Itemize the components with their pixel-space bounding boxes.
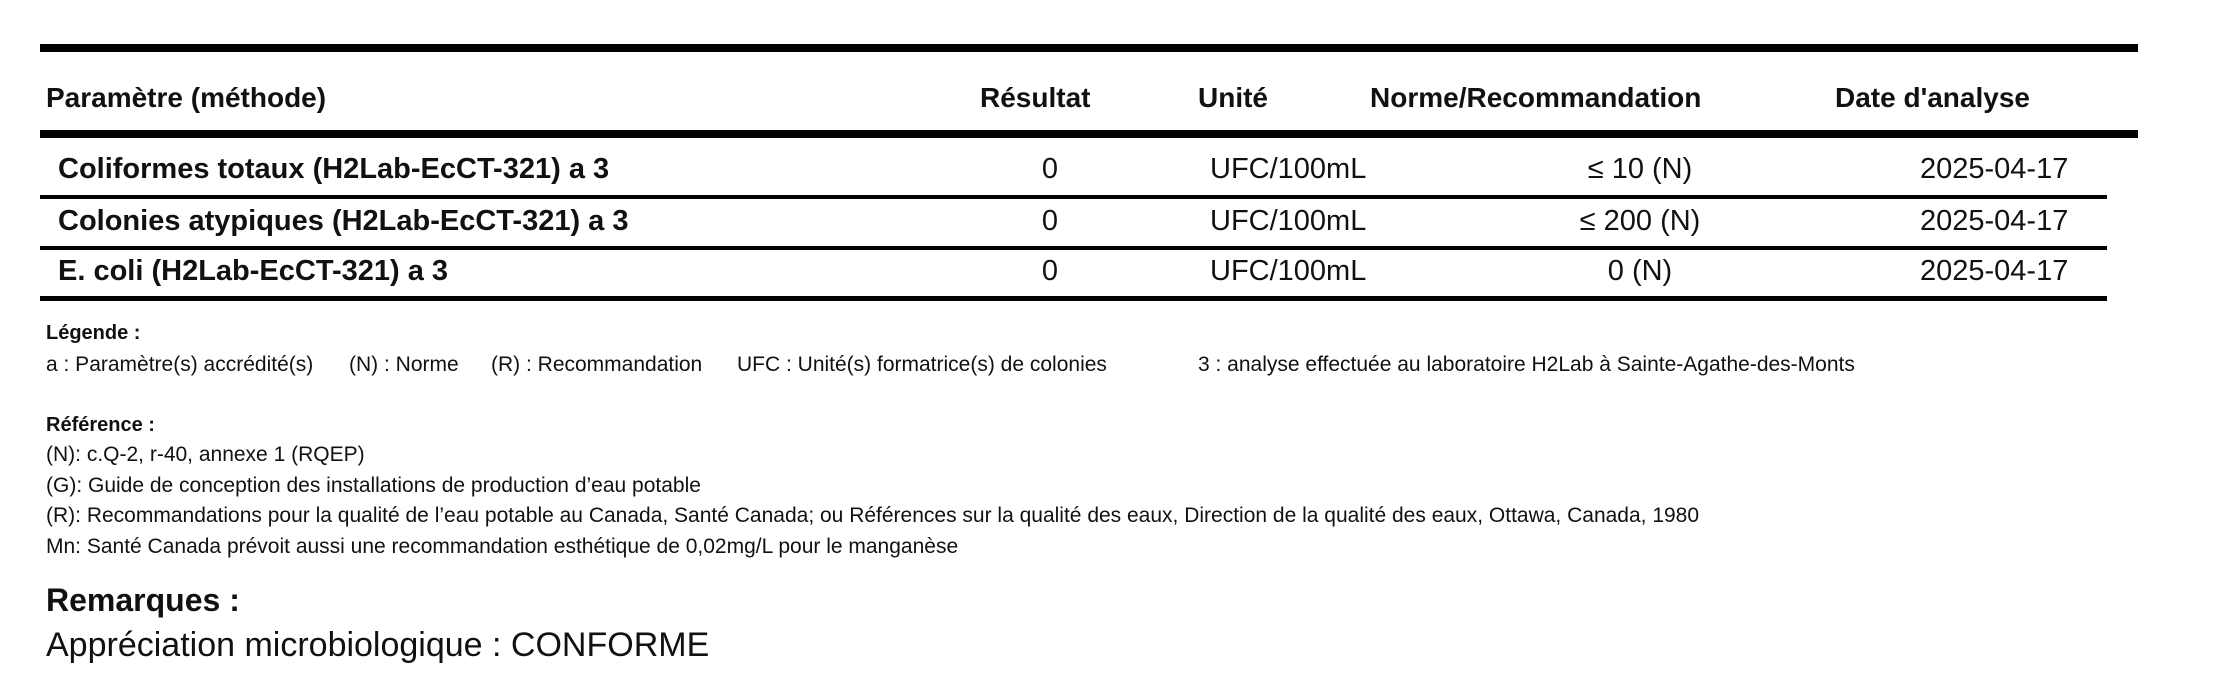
reference-line: (R): Recommandations pour la qualité de l’eau potable au Canada, Santé Canada; ou Références sur la qualité des eaux, Direction de la qualité des eaux, Ottawa, Canada, 1980: [46, 504, 1700, 527]
row-divider: [40, 195, 2107, 199]
row-unit: UFC/100mL: [1210, 205, 1367, 237]
remarks-title: Remarques :: [46, 582, 240, 618]
legend-item: (N) : Norme: [349, 353, 459, 376]
row-unit: UFC/100mL: [1210, 255, 1367, 287]
row-norm: ≤ 200 (N): [1579, 205, 1701, 237]
header-unit: Unité: [1198, 82, 1268, 113]
row-date: 2025-04-17: [1920, 153, 2069, 185]
remarks-text: Appréciation microbiologique : CONFORME: [46, 626, 710, 664]
legend-item: 3 : analyse effectuée au laboratoire H2Lab à Sainte-Agathe-des-Monts: [1198, 353, 1855, 376]
header-result: Résultat: [980, 82, 1091, 113]
row-result: 0: [1041, 255, 1059, 287]
row-result: 0: [1041, 153, 1059, 185]
table-bottom-rule: [40, 296, 2107, 301]
reference-line: (G): Guide de conception des installations de production d’eau potable: [46, 474, 701, 497]
row-result: 0: [1041, 205, 1059, 237]
header-bottom-rule: [40, 130, 2138, 138]
reference-title: Référence :: [46, 414, 155, 436]
row-unit: UFC/100mL: [1210, 153, 1367, 185]
row-divider: [40, 246, 2107, 250]
table-top-rule: [40, 44, 2138, 52]
row-date: 2025-04-17: [1920, 205, 2069, 237]
row-param: E. coli (H2Lab-EcCT-321) a 3: [58, 255, 449, 287]
reference-line: (N): c.Q-2, r-40, annexe 1 (RQEP): [46, 443, 365, 466]
row-date: 2025-04-17: [1920, 255, 2069, 287]
row-norm: ≤ 10 (N): [1587, 153, 1693, 185]
legend-item: UFC : Unité(s) formatrice(s) de colonies: [737, 353, 1107, 376]
legend-item: a : Paramètre(s) accrédité(s): [46, 353, 314, 376]
legend-title: Légende :: [46, 322, 141, 344]
header-norm: Norme/Recommandation: [1370, 82, 1702, 113]
reference-line: Mn: Santé Canada prévoit aussi une recommandation esthétique de 0,02mg/L pour le manganèse: [46, 535, 959, 558]
header-date: Date d'analyse: [1835, 82, 2030, 113]
row-param: Colonies atypiques (H2Lab-EcCT-321) a 3: [58, 205, 629, 237]
row-norm: 0 (N): [1607, 255, 1673, 287]
row-param: Coliformes totaux (H2Lab-EcCT-321) a 3: [58, 153, 610, 185]
legend-item: (R) : Recommandation: [491, 353, 703, 376]
header-param: Paramètre (méthode): [46, 82, 327, 113]
